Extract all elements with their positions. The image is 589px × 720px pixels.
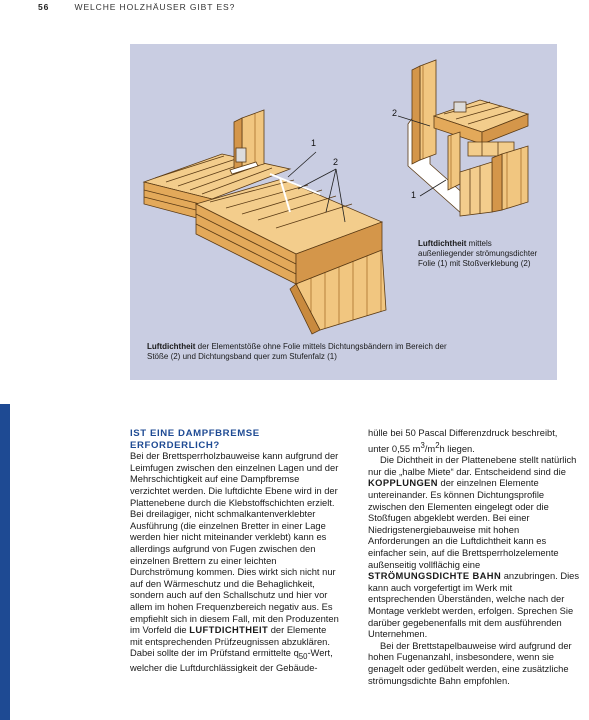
para-right-2a: Die Dichtheit in der Plattenebene stellt natürlich nur die „halbe Miete“ dar. Entscheidend sind die [368,455,577,477]
text-column-right [368,428,580,687]
para-left-part-3: -Wert, welcher die Luftdurchlässigkeit der Gebäude- [130,648,333,673]
keyword-luftdichtheit: LUFTDICHTHEIT [189,625,269,636]
paragraph-right-3: Bei der Brettstapelbauweise wird aufgrund der hohen Fugenanzahl, insbesondere, wenn sie genagelt oder gedübelt werden, eine zusätzliche strömungsdichte Bahn empfohlen. [368,640,572,686]
right-wall-drawing [398,60,528,216]
paragraph-right-2 [368,455,580,641]
callout-1-left: 1 [311,138,317,148]
caption-right-bold: Luftdichtheit [418,239,467,248]
paragraph-right-1 [368,428,580,455]
para-left-part-1: Bei der Brettsperrholzbauweise kann aufgrund der Leimfugen zwischen den einzelnen Lagen und der Mehrschichtigkeit auf eine Dampfbremse verzichtet werden. Die luftdichte Ebene wird in der Plattenebene durch die Klebstoffschichten erzielt. Bei dreilagiger, nicht schmalkantenverklebter Ausführung (die einzelnen Bretter in einer Lage werden hier nicht miteinander verklebt) kann es allerdings aufgrund von Fugen zwischen den einzelnen Brettern zu einer leichten Durchströmung kommen. Dies wirkt sich nicht nur auf den Wärmeschutz und die Behaglichkeit, sondern auch auf den Schallschutz und hier vor allem im hohen Frequenzbereich negativ aus. Es empfiehlt sich in diesem Fall, mit den Produzenten im Vorfeld die [130,451,339,636]
paragraph-left [130,451,340,674]
keyword-stroemungsdichte-bahn: STRÖMUNGSDICHTE BAHN [368,571,502,582]
figure-panel [130,44,557,380]
running-header [38,2,235,12]
section-heading: IST EINE DAMPFBREMSE ERFORDERLICH? [130,428,260,451]
caption-right-text: mittels außenliegender strömungsdichter Folie (1) mit Stoßverklebung (2) [418,239,538,268]
para-right-2b: der einzelnen Elemente untereinander. Es können Dichtungsprofile zwischen den Elementen eingelegt oder die Stoßfugen abgeklebt werden. Bei einer Niedrigstenergiebauweise mit hohen Anforderungen an die Luftdichtheit kann es einfacher sein, auf die Brettsperrholzelemente außenseitig vollflächig eine [368,478,559,570]
para-right-2c: anzubringen. Dies kann auch vorgefertigt im Werk mit entsprechenden Überständen, welche nach der Montage verklebt werden, erfolgen. Sprechen Sie darüber gegebenenfalls mit dem ausführenden Unternehmen. [368,571,580,640]
q50-subscript: 50 [298,652,308,662]
caption-left-text: der Elementstöße ohne Folie mittels Dichtungsbändern im Bereich der Stöße (2) und Dichtungsband quer zum Stufenfalz (1) [147,342,447,361]
callout-2-left: 2 [333,157,339,167]
para-right-1c: h liegen. [439,443,475,454]
chapter-color-bar [0,404,10,720]
page-number: 56 [38,2,50,12]
caption-left-bold: Luftdichtheit [147,342,196,351]
caption-left [147,342,447,362]
para-right-1a: hülle bei 50 Pascal Differenzdruck beschreibt, unter 0,55 m [368,428,558,454]
para-right-1b: /m [424,443,436,454]
superscript-3: 3 [420,440,425,450]
para-left-part-2: der Elemente mit entsprechenden Prüfzeugnissen abzuklären. Dabei sollte der im Prüfstand ermittelte q [130,625,330,659]
superscript-2: 2 [435,440,440,450]
caption-right [418,239,548,269]
timber-joint-illustration [130,44,557,380]
keyword-kopplungen: KOPPLUNGEN [368,478,438,489]
running-title: WELCHE HOLZHÄUSER GIBT ES? [74,2,236,12]
callout-1-right: 1 [411,190,417,200]
callout-2-right: 2 [392,108,398,118]
left-slab-drawing [144,110,386,334]
text-column-left [130,428,340,674]
